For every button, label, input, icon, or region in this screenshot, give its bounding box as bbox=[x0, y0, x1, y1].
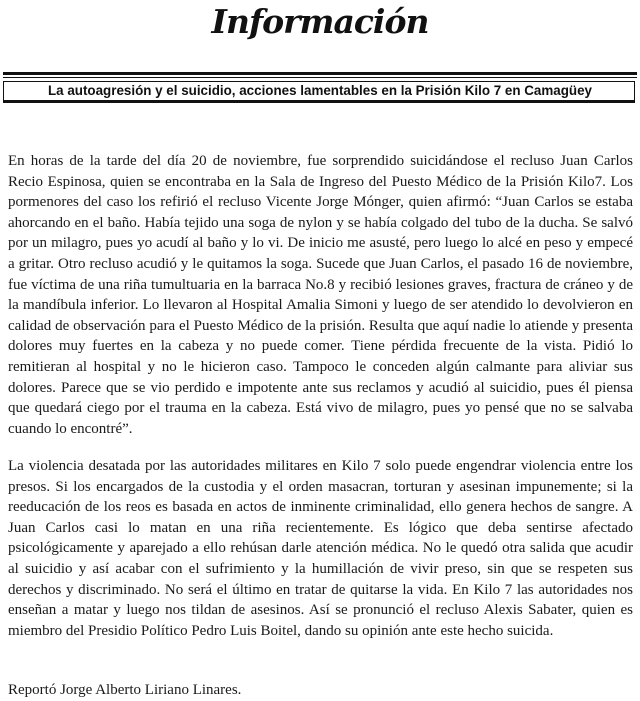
article-paragraph-2: La violencia desatada por las autoridades militares en Kilo 7 solo puede engendrar violencia entre los presos. Si los encargados de la custodia y el orden masacran, torturan y asesinan impunemente; si la reeducación de los reos es basada en actos de inminente criminalidad, ello genera hechos de sangre. A Juan Carlos casi lo matan en una riña recientemente. Es lógico que deba sentirse afectado psicológicamente y aparejado a ello rehúsan darle atención médica. No le quedó otra salida que acudir al suicidio y así acabar con el sufrimiento y la humillación de vivir preso, sin que se respeten sus derechos y discriminado. No será el último en tratar de quitarse la vida. En Kilo 7 las autoridades nos enseñan a matar y luego nos tildan de asesinos. Así se pronunció el recluso Alexis Sabater, quien es miembro del Presidio Político Pedro Luis Boitel, dando su opinión ante este hecho suicida. bbox=[8, 458, 633, 639]
article-signature: Reportó Jorge Alberto Liriano Linares. bbox=[8, 682, 242, 698]
section-masthead: Información bbox=[211, 2, 429, 41]
top-rule bbox=[3, 72, 637, 75]
top-rule-thin bbox=[3, 77, 637, 78]
article-paragraph-1: En horas de la tarde del día 20 de noviembre, fue sorprendido suicidándose el recluso Juan Carlos Recio Espinosa, quien se encontraba en la Sala de Ingreso del Puesto Médico de la Prisión Kilo7. Los pormenores del caso los refirió el recluso Vicente Jorge Mónger, quien afirmó: “Juan Carlos se estaba ahorcando en el baño. Había tejido una soga de nylon y se había colgado del tubo de la ducha. Se salvó por un milagro, pues yo acudí al baño y lo vi. De inicio me asusté, pero luego lo alcé en peso y empecé a gritar. Otro recluso acudió y le quitamos la soga. Sucede que Juan Carlos, el pasado 16 de noviembre, fue víctima de una riña tumultuaria en la barraca No.8 y recibió lesiones graves, fractura de cráneo y de la mandíbula inferior. Lo llevaron al Hospital Amalia Simoni y luego de ser atendido lo devolvieron en calidad de observación para el Puesto Médico de la prisión. Resulta que aquí nadie lo atiende y presenta dolores muy fuertes en la cabeza y no puede comer. Tiene pérdida frecuente de la vista. Pidió lo remitieran al hospital y no le hicieron caso. Tampoco le conceden algún calmante para aliviar sus dolores. Parece que se vio perdido e impotente ante sus reclamos y acudió al suicidio, pues él piensa que quedará ciego por el trauma en la cabeza. Está vivo de milagro, pues yo pensé que no se salvaba cuando lo encontré”. bbox=[8, 153, 633, 437]
article-headline: La autoagresión y el suicidio, acciones lamentables en la Prisión Kilo 7 en Camagüey bbox=[48, 83, 592, 98]
